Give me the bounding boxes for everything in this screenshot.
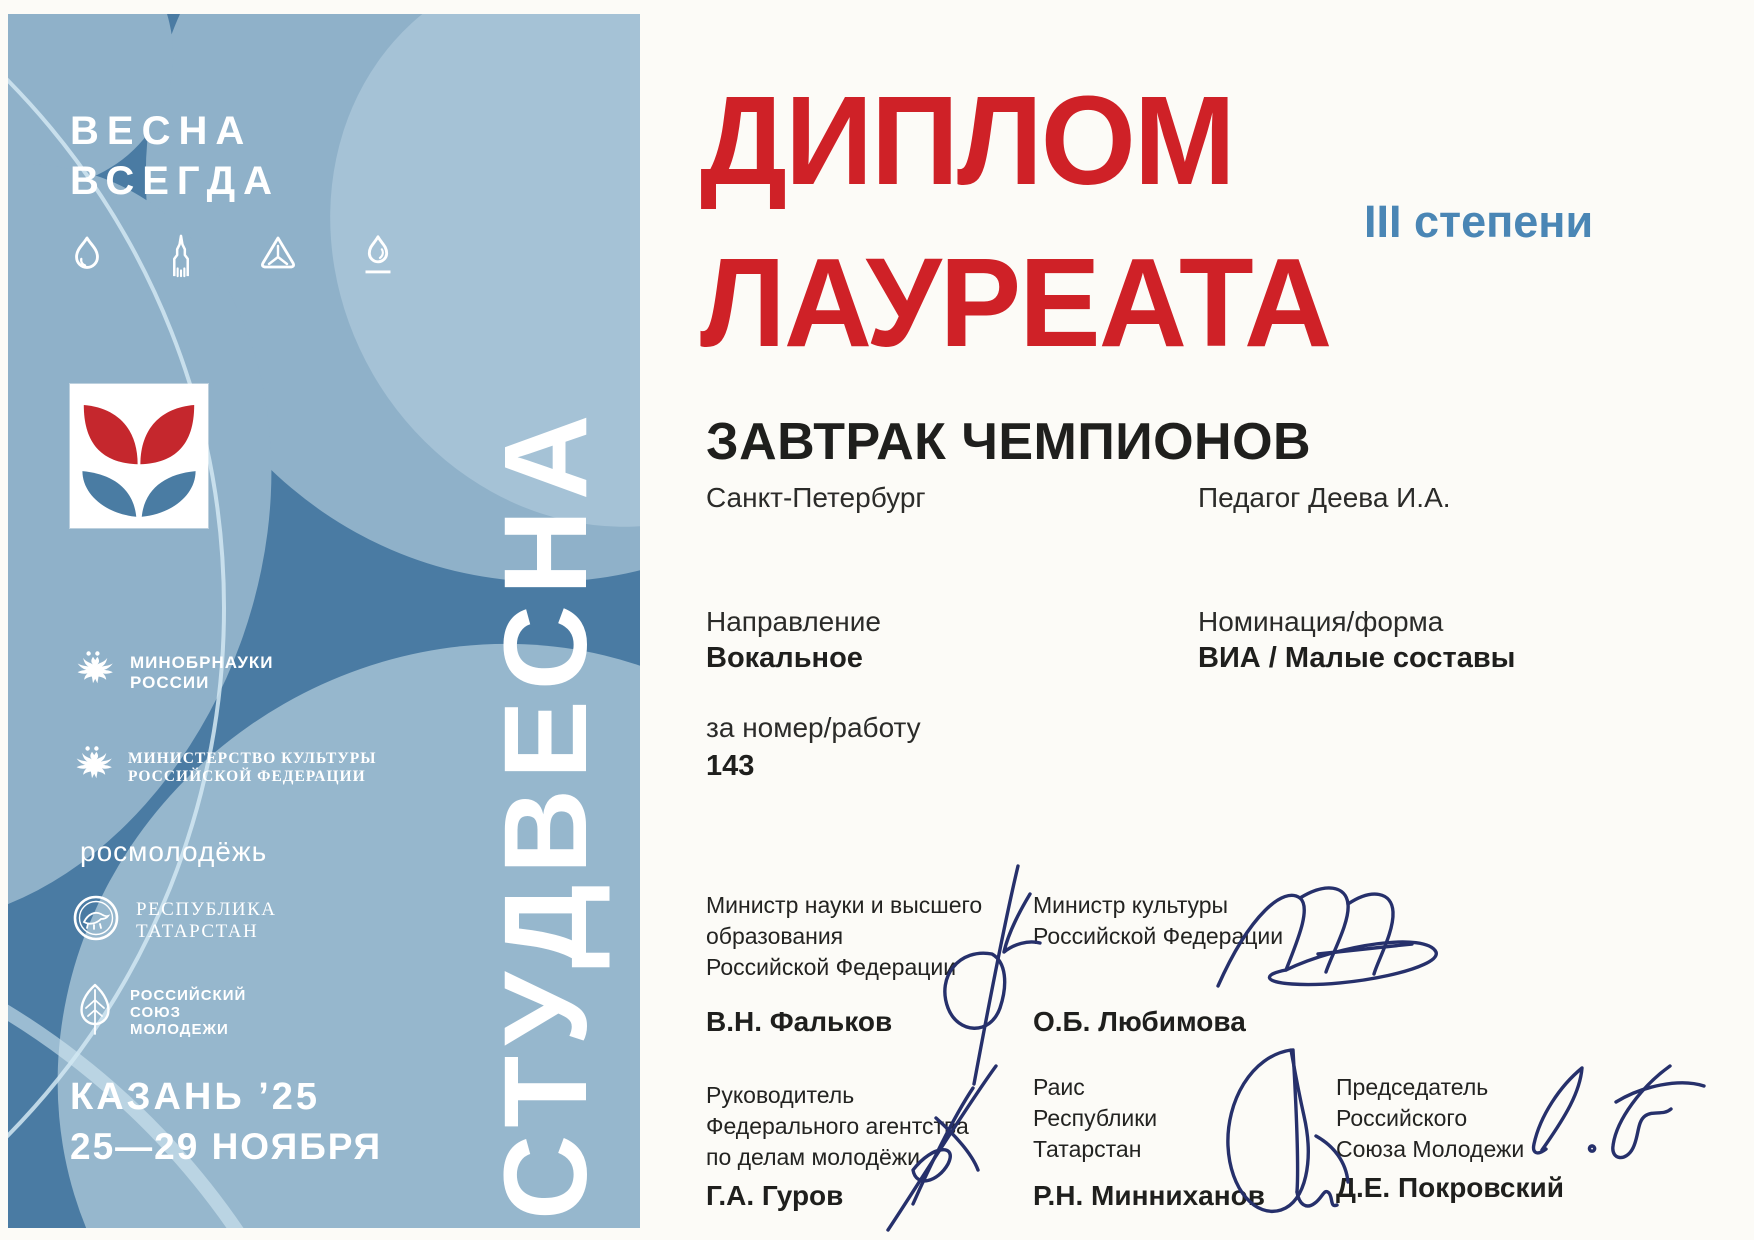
signatory-title: Председатель Российского Союза Молодежи <box>1336 1074 1525 1162</box>
flame-icon <box>358 232 398 282</box>
logo-minobrnauki <box>70 648 274 697</box>
host-city: КАЗАНЬ ’25 <box>70 1076 321 1118</box>
diploma-title-line2: ЛАУРЕАТА <box>700 232 1331 373</box>
tagline-line2: ВСЕГДА <box>70 159 280 203</box>
festival-side-panel <box>8 14 640 1228</box>
signature-pokrovsky <box>1520 1056 1710 1164</box>
signatory-title: Министр культуры Российской Федерации <box>1033 892 1284 949</box>
festival-tagline <box>70 106 280 206</box>
signatory-name: О.Б. Любимова <box>1033 1006 1246 1037</box>
tatarstan-emblem-icon <box>70 892 122 949</box>
diploma-title-line1: ДИПЛОМ <box>700 70 1234 211</box>
tagline-line1: ВЕСНА <box>70 109 253 153</box>
signature-lyubimova <box>1200 874 1445 1014</box>
event-dates: 25—29 НОЯБРЯ <box>70 1126 383 1167</box>
logo-ministry-of-culture <box>70 742 376 793</box>
signature-gurov <box>876 1058 1011 1236</box>
eagle-icon <box>70 742 114 793</box>
diploma-title <box>700 60 1330 384</box>
nomination-label: Номинация/форма <box>1198 606 1444 637</box>
teacher-name: Педагог Деева И.А. <box>1198 482 1451 513</box>
signatory-name: Д.Е. Покровский <box>1336 1172 1564 1203</box>
recipient-name: ЗАВТРАК ЧЕМПИОНОВ <box>706 413 1312 471</box>
direction-label: Направление <box>706 606 881 637</box>
logo-label: МИНИСТЕРСТВО КУЛЬТУРЫ РОССИЙСКОЙ ФЕДЕРАЦИИ <box>128 749 377 785</box>
tulip-triangle-icon <box>256 232 300 282</box>
tower-icon <box>164 232 198 282</box>
logo-label: РЕСПУБЛИКА ТАТАРСТАН <box>136 898 277 942</box>
recipient-city: Санкт-Петербург <box>706 482 926 513</box>
signatory-title: Руководитель Федерального агентства по делам молодёжи <box>706 1082 969 1170</box>
degree-label: III степени <box>1364 196 1594 247</box>
signature-minnikhanov <box>1196 1040 1366 1232</box>
signatory-name: Р.Н. Минниханов <box>1033 1180 1265 1211</box>
logo-label: МИНОБРНАУКИ РОССИИ <box>130 652 274 692</box>
work-number-label: за номер/работу <box>706 712 921 743</box>
work-number-value: 143 <box>706 750 755 782</box>
signatory-title: Раис Республики Татарстан <box>1033 1074 1158 1162</box>
eagle-icon <box>70 648 116 697</box>
logo-tatarstan <box>70 892 276 949</box>
birch-leaf-icon <box>74 982 116 1043</box>
logo-label: росмолодёжь <box>80 836 268 867</box>
nomination-value: ВИА / Малые составы <box>1198 642 1516 674</box>
category-icons <box>68 232 398 282</box>
signatory-title: Министр науки и высшего образования Российской Федерации <box>706 892 983 980</box>
droplet-icon <box>68 232 106 282</box>
direction-value: Вокальное <box>706 642 863 674</box>
studvesna-flower-logo <box>70 384 208 528</box>
logo-rosmolodezh <box>80 836 267 868</box>
logo-label: РОССИЙСКИЙ СОЮЗ МОЛОДЕЖИ <box>130 986 247 1039</box>
signatory-name: Г.А. Гуров <box>706 1180 844 1211</box>
festival-vertical-title: СТУДВЕСНА <box>480 404 612 1220</box>
logo-russian-youth-union <box>74 982 246 1043</box>
signatory-name: В.Н. Фальков <box>706 1006 893 1037</box>
